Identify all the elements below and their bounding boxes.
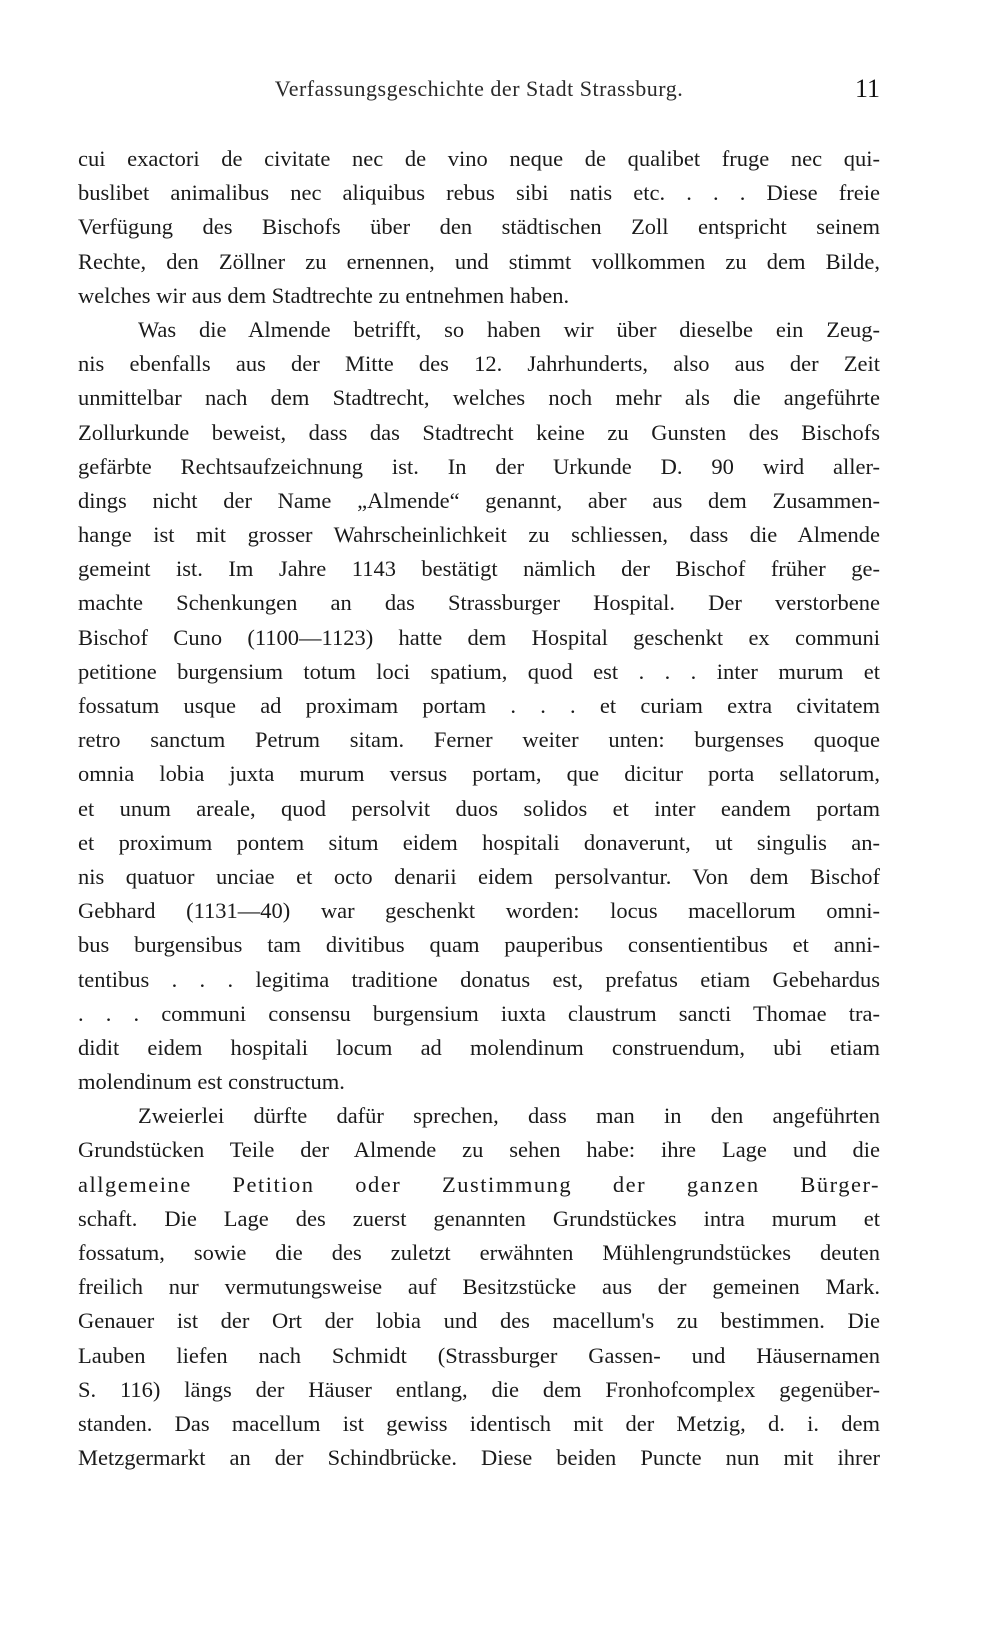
page-number: 11	[854, 74, 880, 103]
text-line: Metzgermarkt an der Schindbrücke. Diese beiden Puncte nun mit ihrer	[78, 1445, 880, 1471]
text-line: S. 116) längs der Häuser entlang, die dem Fronhofcomplex gegenüber-	[78, 1376, 880, 1402]
running-title: Verfassungsgeschichte der Stadt Strassburg.	[274, 76, 684, 101]
text-line: nis ebenfalls aus der Mitte des 12. Jahrhunderts, also aus der Zeit	[78, 351, 880, 377]
text-line: freilich nur vermutungsweise auf Besitzstücke aus der gemeinen Mark.	[78, 1274, 880, 1300]
text-line: fossatum usque ad proximam portam . . . et curiam extra civitatem	[78, 693, 880, 718]
text-line: nis quatuor unciae et octo denarii eidem persolvantur. Von dem Bischof	[78, 863, 880, 889]
text-line: welches wir aus dem Stadtrechte zu entnehmen haben.	[78, 282, 570, 308]
text-line: didit eidem hospitali locum ad molendinum construendum, ubi etiam	[78, 1034, 880, 1060]
text-line: Lauben liefen nach Schmidt (Strassburger Gassen- und Häusernamen	[78, 1342, 880, 1368]
text-line: fossatum, sowie die des zuletzt erwähnten Mühlengrundstückes deuten	[78, 1240, 880, 1265]
text-line: schaft. Die Lage des zuerst genannten Grundstückes intra murum et	[78, 1205, 880, 1231]
text-line: standen. Das macellum ist gewiss identisch mit der Metzig, d. i. dem	[78, 1410, 880, 1436]
text-line: Rechte, den Zöllner zu ernennen, und stimmt vollkommen zu dem Bilde,	[78, 248, 880, 274]
text-line: Grundstücken Teile der Almende zu sehen habe: ihre Lage und die	[78, 1137, 880, 1163]
text-line: Was die Almende betrifft, so haben wir über dieselbe ein Zeug-	[138, 316, 880, 342]
text-line: bus burgensibus tam divitibus quam pauperibus consentientibus et anni-	[78, 932, 880, 958]
text-line: Zollurkunde beweist, dass das Stadtrecht keine zu Gunsten des Bischofs	[78, 419, 880, 445]
text-line: molendinum est constructum.	[78, 1069, 345, 1095]
text-line: et unum areale, quod persolvit duos solidos et inter eandem portam	[78, 795, 880, 821]
body-text	[78, 142, 880, 1475]
text-line: gefärbte Rechtsaufzeichnung ist. In der Urkunde D. 90 wird aller-	[78, 453, 880, 479]
text-line: Verfügung des Bischofs über den städtischen Zoll entspricht seinem	[78, 214, 880, 240]
text-line: gemeint ist. Im Jahre 1143 bestätigt nämlich der Bischof früher ge-	[78, 556, 880, 582]
text-line: buslibet animalibus nec aliquibus rebus sibi natis etc. . . . Diese freie	[78, 180, 880, 206]
text-line: Genauer ist der Ort der lobia und des macellum's zu bestimmen. Die	[78, 1308, 880, 1334]
text-line: . . . communi consensu burgensium iuxta claustrum sancti Thomae tra-	[78, 1000, 880, 1026]
text-line: tentibus . . . legitima traditione donatus est, prefatus etiam Gebehardus	[78, 966, 880, 992]
text-line: retro sanctum Petrum sitam. Ferner weiter unten: burgenses quoque	[78, 727, 880, 753]
text-line: et proximum pontem situm eidem hospitali donaverunt, ut singulis an-	[78, 829, 880, 855]
text-line: hange ist mit grosser Wahrscheinlichkeit zu schliessen, dass die Almende	[78, 522, 880, 548]
text-line: machte Schenkungen an das Strassburger Hospital. Der verstorbene	[78, 590, 880, 616]
text-line: Gebhard (1131—40) war geschenkt worden: locus macellorum omni-	[78, 898, 880, 924]
text-line: allgemeine Petition oder Zustimmung der ganzen Bürger-	[78, 1171, 880, 1197]
text-line: petitione burgensium totum loci spatium, quod est . . . inter murum et	[78, 658, 880, 684]
text-line: unmittelbar nach dem Stadtrecht, welches noch mehr als die angeführte	[78, 385, 880, 411]
text-line: Zweierlei dürfte dafür sprechen, dass man in den angeführten	[138, 1103, 880, 1129]
text-line: Bischof Cuno (1100—1123) hatte dem Hospital geschenkt ex communi	[78, 624, 880, 650]
running-head	[78, 76, 880, 112]
text-line: omnia lobia juxta murum versus portam, que dicitur porta sellatorum,	[78, 761, 880, 787]
text-line: cui exactori de civitate nec de vino neque de qualibet fruge nec qui-	[78, 146, 880, 171]
text-line: dings nicht der Name „Almende“ genannt, aber aus dem Zusammen-	[78, 487, 880, 513]
